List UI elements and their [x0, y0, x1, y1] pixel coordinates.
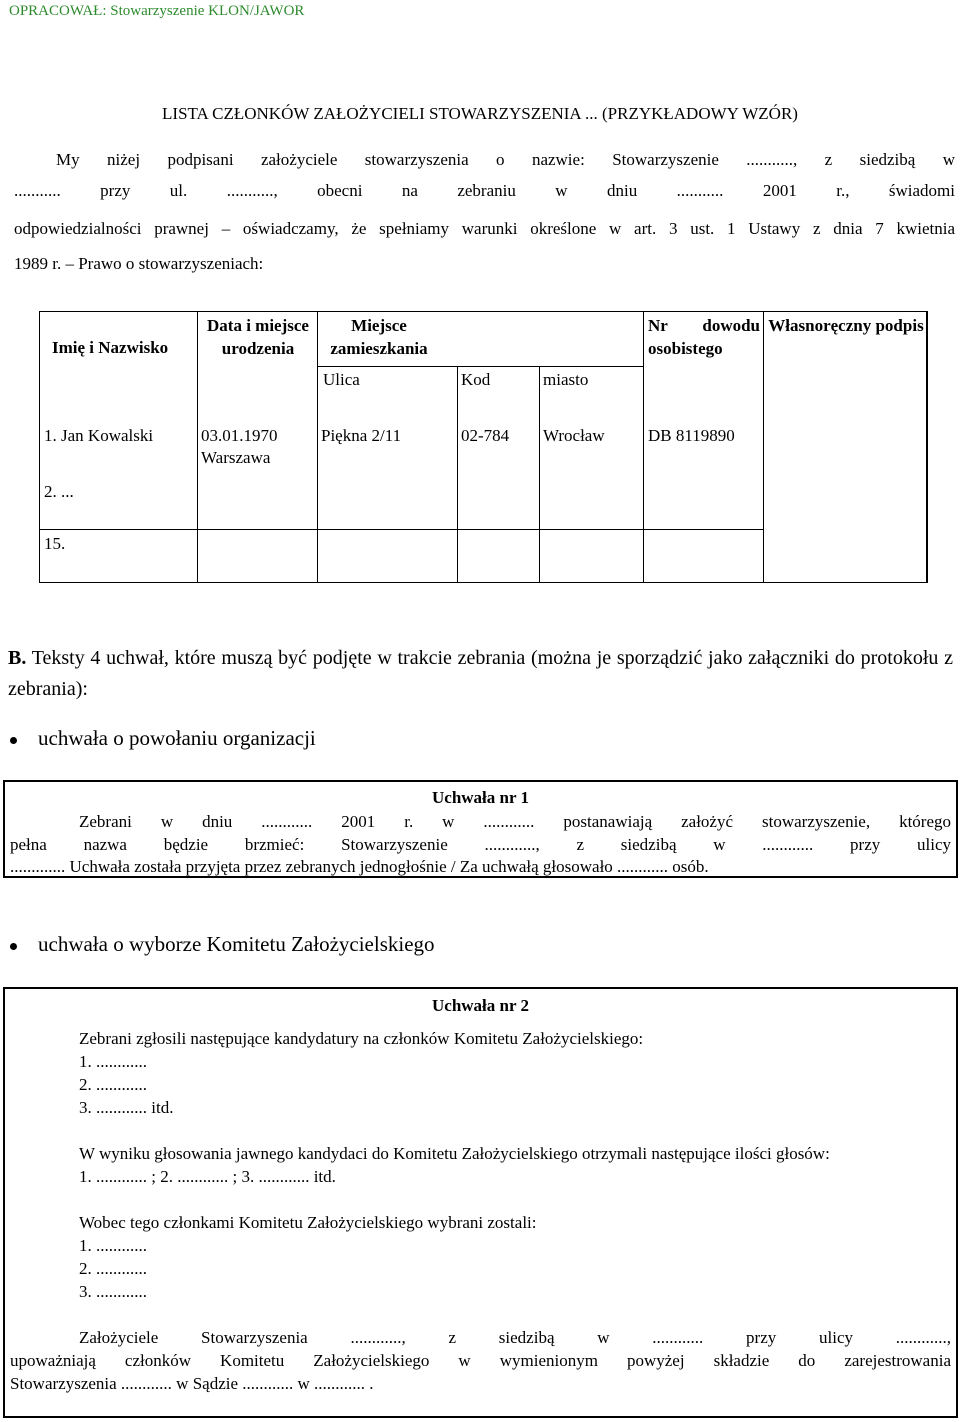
- section-b-text: Teksty 4 uchwał, które muszą być podjęte w trakcie zebrania (można je sporządzić jako załączniki do protokołu z zebrania):: [8, 647, 953, 700]
- candidate-3: 3. ............ itd.: [79, 1098, 174, 1117]
- page-header: OPRACOWAŁ: Stowarzyszenie KLON/JAWOR: [9, 3, 305, 19]
- row-15-name: 15.: [44, 534, 66, 553]
- resolution-2-paragraph-3: Wobec tego członkami Komitetu Założycielskiego wybrani zostali:: [79, 1213, 537, 1232]
- section-b: [8, 643, 953, 705]
- intro-line-1: My niżej podpisani założyciele stowarzyszenia o nazwie: Stowarzyszenie ..........., z siedzibą w: [56, 150, 955, 169]
- header-signature: Własnoręczny podpis: [768, 316, 924, 335]
- header-code: Kod: [461, 370, 491, 389]
- row-2-name: 2. ...: [44, 482, 74, 501]
- resolution-1-line-2: pełna nazwa będzie brzmieć: Stowarzyszenie ............, z siedzibą w ............ przy ulicy: [10, 835, 951, 854]
- member-1: 1. ............: [79, 1236, 147, 1255]
- intro-line-4: 1989 r. – Prawo o stowarzyszeniach:: [14, 254, 264, 273]
- section-b-label: B.: [8, 647, 27, 669]
- row-1-name: 1. Jan Kowalski: [44, 426, 154, 445]
- candidate-1: 1. ............: [79, 1052, 147, 1071]
- document-title: LISTA CZŁONKÓW ZAŁOŻYCIELI STOWARZYSZENIA ... (PRZYKŁADOWY WZÓR): [162, 104, 798, 123]
- member-3: 3. ............: [79, 1282, 147, 1301]
- resolution-1-box: [3, 780, 958, 878]
- bullet-text: uchwała o powołaniu organizacji: [38, 726, 316, 750]
- resolution-1-line-3: ............. Uchwała została przyjęta przez zebranych jednogłośnie / Za uchwałą głosowało ............ osób.: [10, 857, 709, 876]
- header-street: Ulica: [323, 370, 360, 389]
- vote-counts: 1. ............ ; 2. ............ ; 3. ............ itd.: [79, 1167, 336, 1186]
- row-1-street: Piękna 2/11: [321, 426, 402, 445]
- row-1-birth-place: Warszawa: [201, 448, 271, 467]
- bullet-icon: [10, 737, 17, 744]
- resolution-1-title: Uchwała nr 1: [432, 788, 529, 807]
- member-2: 2. ............: [79, 1259, 147, 1278]
- closing-line-2: upoważniają członków Komitetu Założycielskiego w wymienionym powyżej składzie do zarejestrowania: [10, 1351, 951, 1370]
- bullet-text: uchwała o wyborze Komitetu Założycielskiego: [38, 932, 435, 956]
- closing-line-3: Stowarzyszenia ............ w Sądzie ............ w ............ .: [10, 1374, 374, 1393]
- header-residence: Miejsce zamieszkania: [330, 316, 428, 358]
- header-city: miasto: [543, 370, 589, 389]
- header-id-number: Nr dowodu osobistego: [648, 316, 760, 358]
- row-1-city: Wrocław: [543, 426, 605, 445]
- candidate-2: 2. ............: [79, 1075, 147, 1094]
- intro-line-2: ........... przy ul. ..........., obecni na zebraniu w dniu ........... 2001 r., świadomi: [14, 181, 955, 200]
- header-name: Imię i Nazwisko: [52, 338, 169, 357]
- resolution-2-paragraph-1: Zebrani zgłosili następujące kandydatury na członków Komitetu Założycielskiego:: [79, 1029, 644, 1048]
- row-1-id-number: DB 8119890: [648, 426, 735, 445]
- bullet-icon: [10, 943, 17, 950]
- resolution-2-title: Uchwała nr 2: [432, 996, 529, 1015]
- resolution-1-line-1: Zebrani w dniu ............ 2001 r. w ............ postanawiają założyć stowarzyszenie, którego: [79, 812, 951, 831]
- closing-line-1: Założyciele Stowarzyszenia ............, z siedzibą w ............ przy ulicy ............,: [79, 1328, 951, 1347]
- header-birth: Data i miejsce urodzenia: [207, 316, 309, 358]
- row-1-code: 02-784: [461, 426, 510, 445]
- resolution-2-paragraph-2: W wyniku głosowania jawnego kandydaci do Komitetu Założycielskiego otrzymali następujące ilości głosów:: [79, 1144, 830, 1163]
- intro-line-3: odpowiedzialności prawnej – oświadczamy, że spełniamy warunki określone w art. 3 ust. 1 Ustawy z dnia 7 kwietnia: [14, 219, 955, 238]
- row-1-birth-date: 03.01.1970: [201, 426, 278, 445]
- resolution-2-box: [3, 987, 958, 1418]
- members-table: [39, 311, 928, 583]
